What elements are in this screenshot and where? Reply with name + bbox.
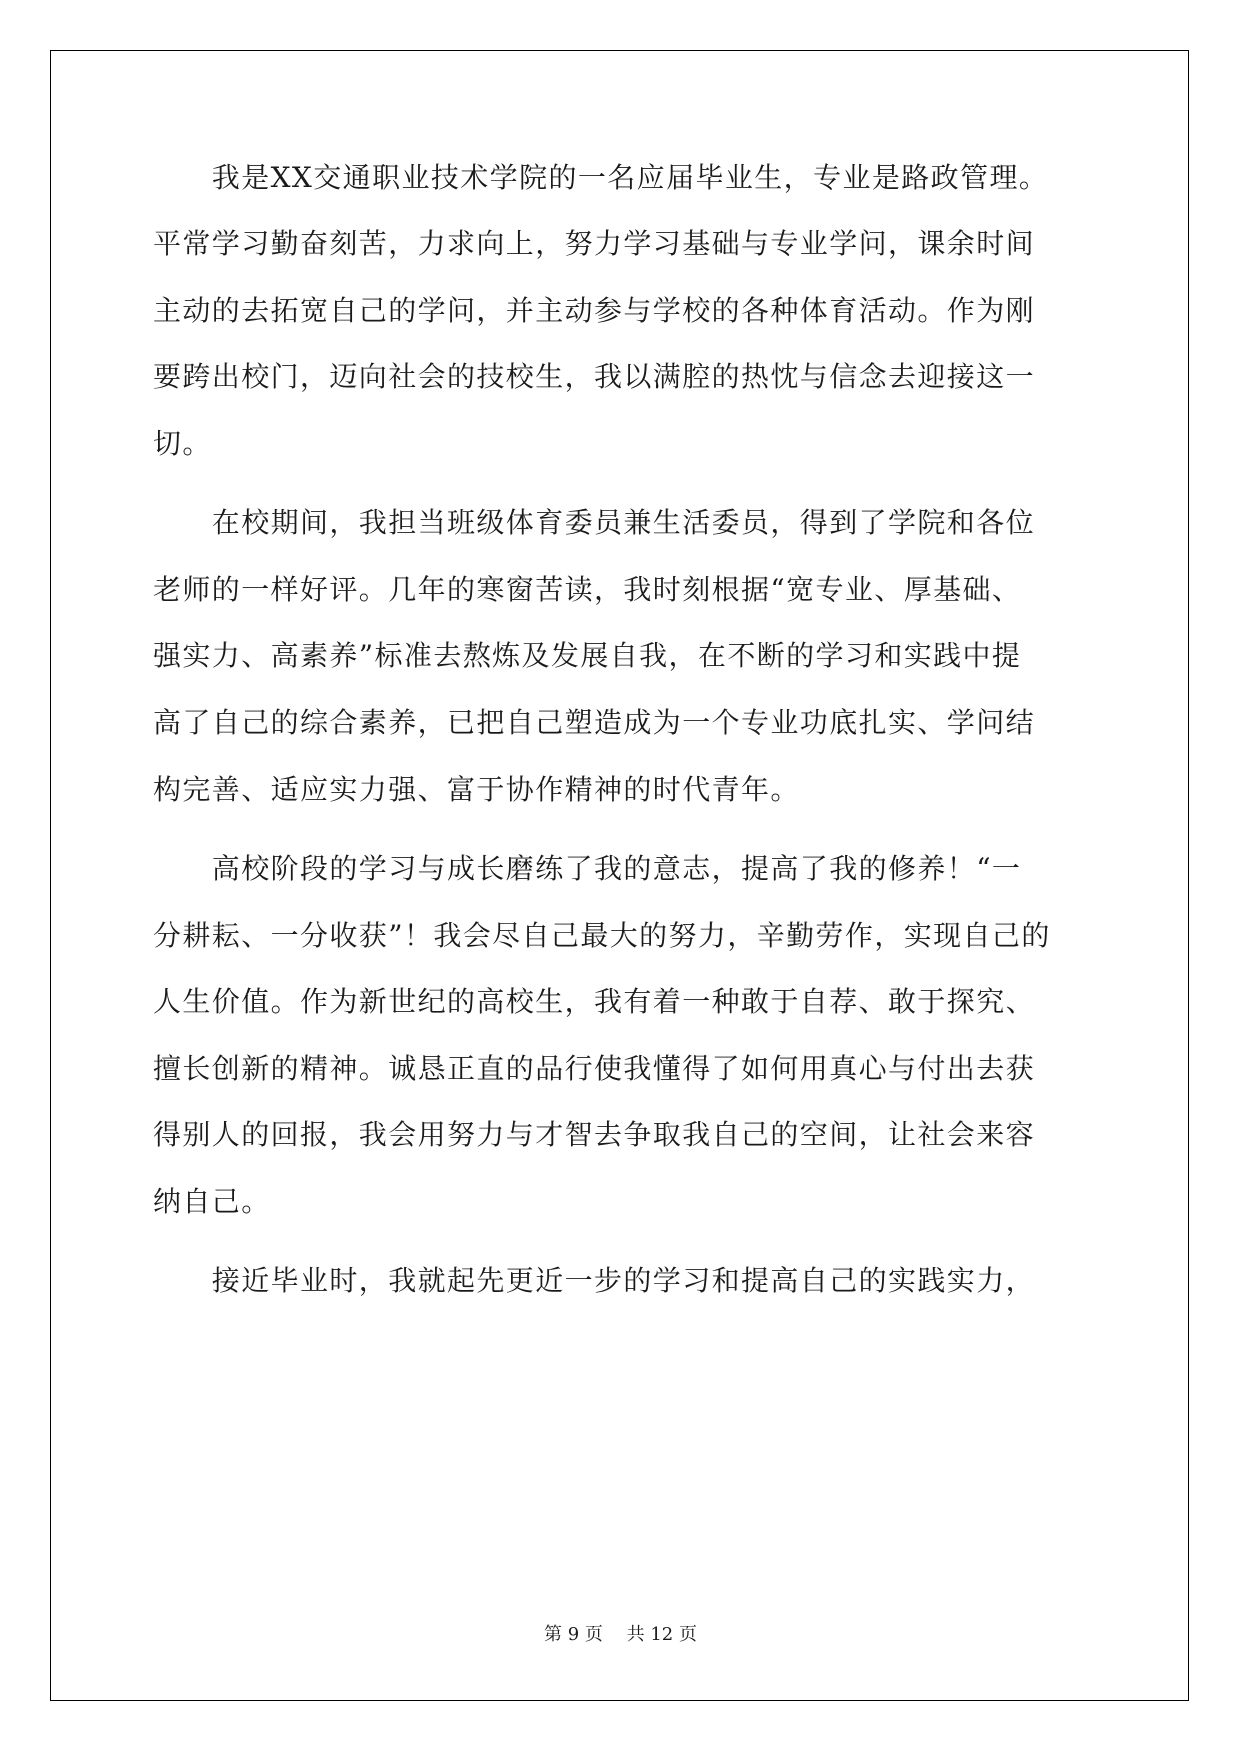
- body-text-line: 老师的一样好评。几年的寒窗苦读，我时刻根据“宽专业、厚基础、: [153, 573, 1022, 606]
- body-text-line: 强实力、高素养”标准去熬炼及发展自我，在不断的学习和实践中提: [153, 639, 1022, 672]
- body-text-line: 接近毕业时，我就起先更近一步的学习和提高自己的实践实力，: [153, 1264, 1036, 1297]
- body-text-line: 平常学习勤奋刻苦，力求向上，努力学习基础与专业学问，课余时间: [153, 227, 1036, 260]
- body-text-line: 构完善、适应实力强、富于协作精神的时代青年。: [153, 773, 800, 806]
- body-text-line: 主动的去拓宽自己的学问，并主动参与学校的各种体育活动。作为刚: [153, 294, 1036, 327]
- body-text-line: 在校期间，我担当班级体育委员兼生活委员，得到了学院和各位: [153, 506, 1036, 539]
- body-text-line: 纳自己。: [153, 1185, 271, 1218]
- body-text-line: 要跨出校门，迈向社会的技校生，我以满腔的热忱与信念去迎接这一: [153, 360, 1036, 393]
- body-text-line: 擅长创新的精神。诚恳正直的品行使我懂得了如何用真心与付出去获: [153, 1052, 1036, 1085]
- body-text-line: 分耕耘、一分收获”！我会尽自己最大的努力，辛勤劳作，实现自己的: [153, 919, 1051, 952]
- body-text-line: 我是XX交通职业技术学院的一名应届毕业生，专业是路政管理。: [153, 161, 1049, 194]
- body-text-line: 得别人的回报，我会用努力与才智去争取我自己的空间，让社会来容: [153, 1118, 1036, 1151]
- body-text-line: 人生价值。作为新世纪的高校生，我有着一种敢于自荐、敢于探究、: [153, 985, 1036, 1018]
- body-text-line: 高了自己的综合素养，已把自己塑造成为一个专业功底扎实、学问结: [153, 706, 1036, 739]
- page-number-footer: 第 9 页 共 12 页: [544, 1624, 697, 1645]
- body-text-line: 高校阶段的学习与成长磨练了我的意志，提高了我的修养！“一: [153, 852, 1022, 885]
- body-text-line: 切。: [153, 427, 212, 460]
